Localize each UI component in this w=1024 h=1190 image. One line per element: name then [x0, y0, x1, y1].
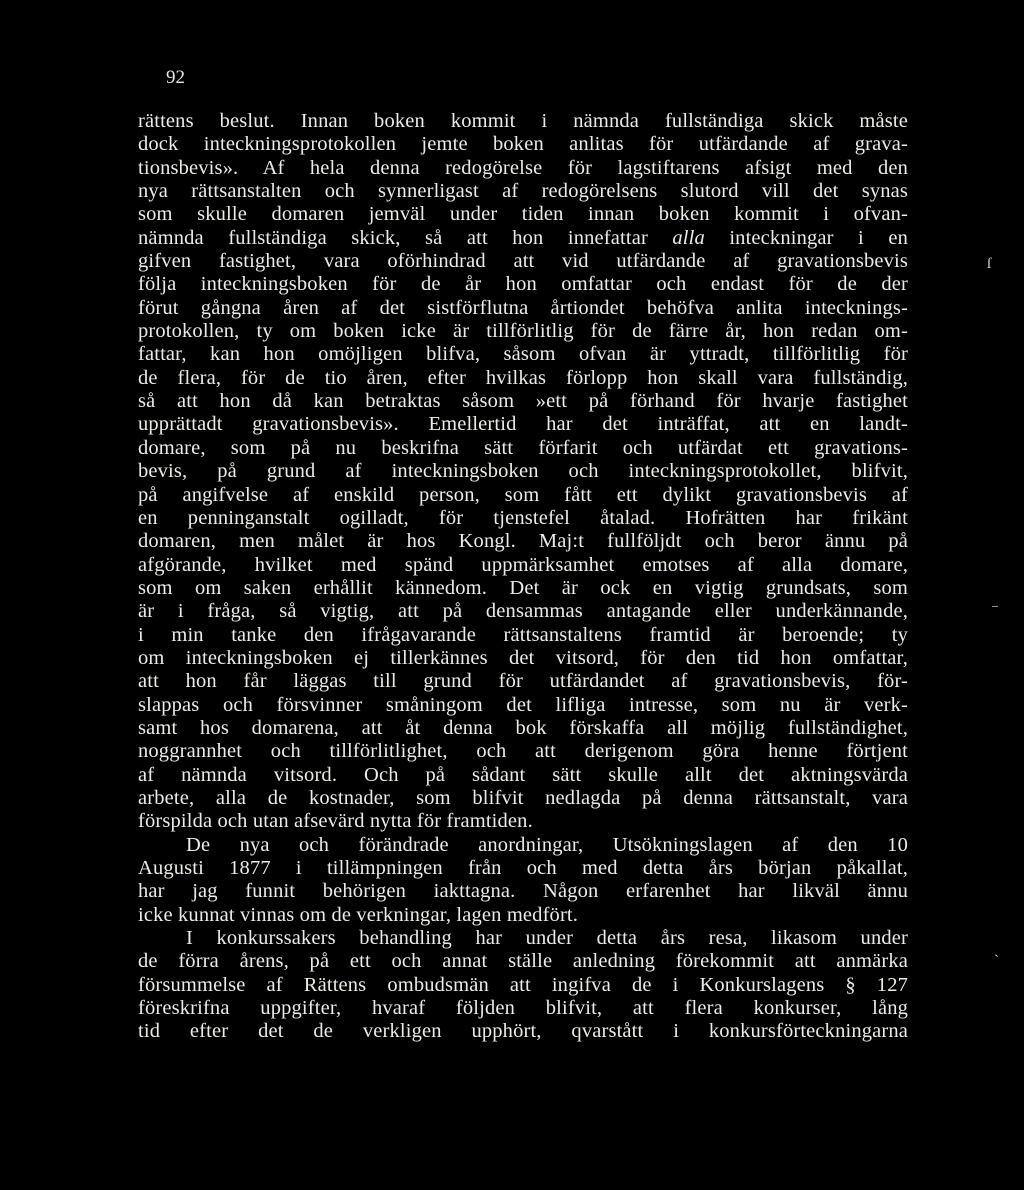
text-line: samt hos domarena, att åt denna bok förskaffa all möjlig fullständighet,	[138, 716, 908, 739]
text-line: följa inteckningsboken för de år hon omfattar och endast för de der	[138, 273, 908, 296]
emphasized-word: alla	[672, 226, 705, 249]
text-line: upprättadt gravationsbevis». Emellertid har det inträffat, att en landt-	[138, 413, 908, 436]
text-line: arbete, alla de kostnader, som blifvit nedlagda på denna rättsanstalt, vara	[138, 786, 908, 809]
text-line: afgörande, hvilket med spänd uppmärksamhet emotses af alla domare,	[138, 553, 908, 576]
margin-mark: ˎ	[994, 942, 999, 958]
text-line: nya rättsanstalten och synnerligast af redogörelsens slutord vill det synas	[138, 180, 908, 203]
text-line: protokollen, ty om boken icke är tillförlitlig för de färre år, hon redan om-	[138, 320, 908, 343]
text-line: har jag funnit behörigen iakttagna. Någon erfarenhet har likväl ännu	[138, 880, 908, 903]
text-segment: nämnda fullständiga skick, så att hon innefattar	[138, 226, 648, 249]
text-line: försummelse af Rättens ombudsmän att ingifva de i Konkurslagens § 127	[138, 973, 908, 996]
text-line: är i fråga, så vigtig, att på densammas antagande eller underkännande,	[138, 600, 908, 623]
text-line: som skulle domaren jemväl under tiden innan boken kommit i ofvan-	[138, 203, 908, 226]
text-line	[138, 227, 908, 250]
text-line: på angifvelse af enskild person, som fått ett dylikt gravationsbevis af	[138, 483, 908, 506]
text-line: i min tanke den ifrågavarande rättsanstaltens framtid är beroende; ty	[138, 623, 908, 646]
text-line: bevis, på grund af inteckningsboken och inteckningsprotokollet, blifvit,	[138, 460, 908, 483]
text-line: en penninganstalt ogilladt, för tjenstefel åtalad. Hofrätten har frikänt	[138, 506, 908, 529]
text-line: som om saken erhållit kännedom. Det är ock en vigtig grundsats, som	[138, 576, 908, 599]
text-line: icke kunnat vinnas om de verkningar, lagen medfört.	[138, 903, 579, 926]
text-line: förut gångna åren af det sistförflutna årtiondet behöfva anlita intecknings-	[138, 296, 908, 319]
margin-mark: ſ	[987, 256, 992, 272]
text-line: fattar, kan hon omöjligen blifva, såsom ofvan är yttradt, tillförlitlig för	[138, 343, 908, 366]
text-line: I konkurssakers behandling har under detta års resa, likasom under	[186, 927, 908, 950]
text-line: domare, som på nu beskrifna sätt förfarit och utfärdat ett gravations-	[138, 436, 908, 459]
text-line: gifven fastighet, vara oförhindrad att vid utfärdande af gravationsbevis	[138, 250, 908, 273]
text-line: tionsbevis». Af hela denna redogörelse för lagstiftarens afsigt med den	[138, 156, 908, 179]
text-line: dock inteckningsprotokollen jemte boken anlitas för utfärdande af grava-	[138, 133, 908, 156]
text-line: tid efter det de verkligen upphört, qvarstått i konkursförteckningarna	[138, 1020, 908, 1043]
text-line: om inteckningsboken ej tillerkännes det vitsord, för den tid hon omfattar,	[138, 646, 908, 669]
margin-mark: ⁻	[991, 602, 999, 618]
text-segment: inteckningar i en	[729, 226, 908, 249]
text-line: domaren, men målet är hos Kongl. Maj:t fullföljdt och beror ännu på	[138, 530, 908, 553]
text-line: slappas och försvinner småningom det lifliga intresse, som nu är verk-	[138, 693, 908, 716]
text-line: så att hon då kan betraktas såsom »ett på förhand för hvarje fastighet	[138, 390, 908, 413]
text-line: af nämnda vitsord. Och på sådant sätt skulle allt det aktningsvärda	[138, 763, 908, 786]
text-line: föreskrifna uppgifter, hvaraf följden blifvit, att flera konkurser, lång	[138, 997, 908, 1020]
text-line: noggrannhet och tillförlitlighet, och att derigenom göra henne förtjent	[138, 740, 908, 763]
text-line: de förra årens, på ett och annat ställe anledning förekommit att anmärka	[138, 950, 908, 973]
text-line: förspilda och utan afsevärd nytta för framtiden.	[138, 810, 533, 833]
text-line: de flera, för de tio åren, efter hvilkas förlopp hon skall vara fullständig,	[138, 366, 908, 389]
text-line: att hon får läggas till grund för utfärdandet af gravationsbevis, för-	[138, 670, 908, 693]
page-number: 92	[166, 67, 185, 88]
text-line: De nya och förändrade anordningar, Utsökningslagen af den 10	[186, 833, 908, 856]
body-text	[138, 110, 908, 1044]
text-line: rättens beslut. Innan boken kommit i nämnda fullständiga skick måste	[138, 110, 908, 132]
text-line: Augusti 1877 i tillämpningen från och med detta års början påkallat,	[138, 857, 908, 879]
